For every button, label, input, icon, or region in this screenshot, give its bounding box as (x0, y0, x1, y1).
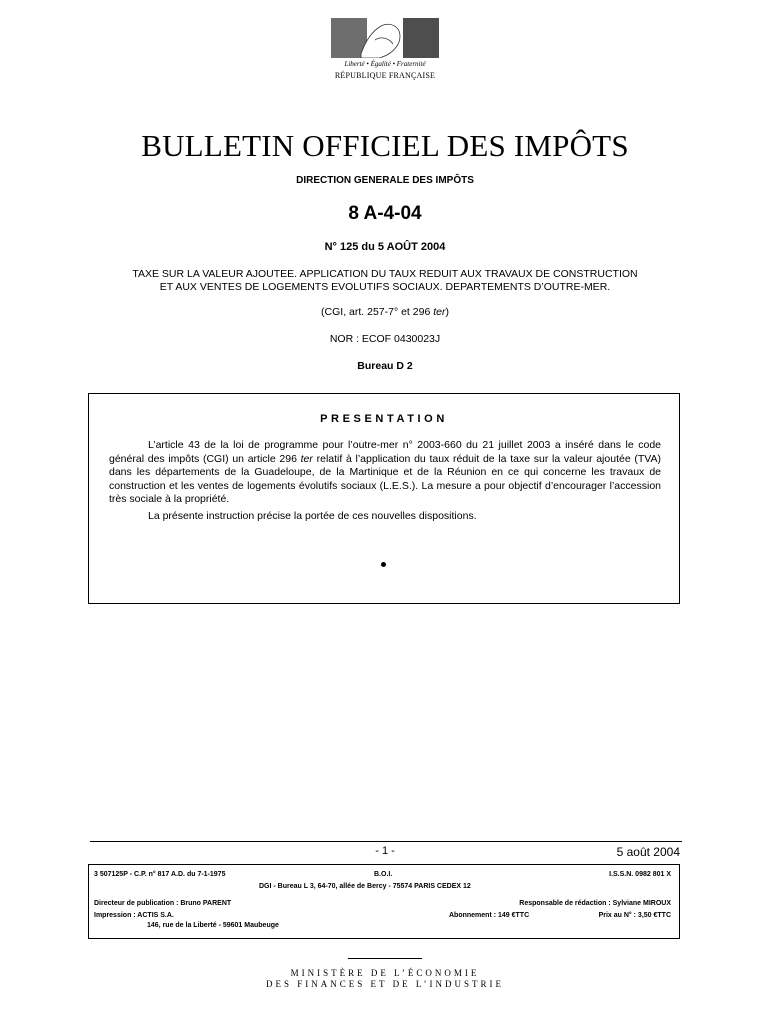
presentation-heading: PRESENTATION (320, 413, 448, 425)
bullet-icon (381, 562, 386, 567)
abonnement-label: Abonnement : 149 €TTC (449, 912, 530, 919)
presentation-body (109, 439, 661, 526)
bulletin-subject (0, 268, 770, 294)
paragraph-1-ter: ter (300, 452, 313, 465)
bulletin-number-date: N° 125 du 5 AOÛT 2004 (324, 241, 446, 253)
cgi-suffix: ) (445, 306, 449, 318)
subject-line-1: TAXE SUR LA VALEUR AJOUTEE. APPLICATION DU TAUX REDUIT AUX TRAVAUX DE CONSTRUCTION (132, 268, 638, 280)
bulletin-reference: 8 A-4-04 (348, 203, 422, 224)
cgi-reference (0, 306, 770, 318)
paragraph-1-part-b: relatif à l’application du taux réduit de la taxe sur la valeur ajoutée (TVA) dans les départements de la Guadeloupe, de la Martinique et de la Réunion en ce qui concerne les travaux de construction et les ventes de logements évolutifs sociaux (L.E.S.). La mesure a pour objectif d’encourager l’accession très sociale à la propriété. (109, 452, 661, 505)
prix-label: Prix au N° : 3,50 €TTC (598, 912, 671, 919)
directeur-publication: Directeur de publication : Bruno PARENT (94, 900, 232, 907)
bureau-label: Bureau D 2 (357, 360, 413, 372)
boi-label: B.O.I. (374, 871, 393, 878)
logo-republique: RÉPUBLIQUE FRANÇAISE (334, 71, 436, 80)
presentation-paragraph-2: La présente instruction précise la portée de ces nouvelles dispositions. (148, 509, 477, 522)
ministere-line-2: DES FINANCES ET DE L’INDUSTRIE (265, 979, 504, 989)
ministere-divider (348, 958, 422, 959)
page-title: BULLETIN OFFICIEL DES IMPÔTS (141, 128, 629, 163)
cp-reference: 3 507125P - C.P. n° 817 A.D. du 7-1-1975 (94, 871, 226, 878)
direction-label: DIRECTION GENERALE DES IMPÔTS (296, 175, 474, 186)
dgi-address: DGI - Bureau L 3, 64-70, allée de Bercy - 75574 PARIS CEDEX 12 (259, 883, 471, 890)
marianne-emblem-icon (331, 18, 439, 58)
responsable-redaction: Responsable de rédaction : Sylviane MIROUX (519, 900, 671, 907)
paragraph-1-part-a: L’article 43 de la loi de programme pour l’outre-mer n° 2003-660 du 21 juillet 2003 a inséré dans le code général des impôts (CGI) un article 296 (109, 439, 661, 465)
impression-address: 146, rue de la Liberté - 59601 Maubeuge (147, 922, 279, 929)
presentation-box (88, 393, 680, 604)
republique-francaise-logo (331, 18, 439, 84)
colophon-box (88, 864, 680, 939)
subject-line-2: ET AUX VENTES DE LOGEMENTS EVOLUTIFS SOCIAUX. DEPARTEMENTS D’OUTRE-MER. (159, 281, 611, 293)
issn-label: I.S.S.N. 0982 801 X (609, 871, 671, 878)
publication-date: 5 août 2004 (616, 845, 680, 859)
nor-reference: NOR : ECOF 0430023J (329, 333, 441, 345)
presentation-paragraph-1 (109, 439, 661, 507)
cgi-prefix: (CGI, art. 257-7° et 296 (321, 306, 434, 318)
logo-motto: Liberté • Égalité • Fraternité (344, 60, 426, 68)
cgi-ter: ter (433, 306, 446, 318)
ministere-logo (0, 968, 770, 990)
page-number: - 1 - (375, 845, 395, 857)
ministere-line-1: MINISTÈRE DE L’ÉCONOMIE (290, 968, 480, 978)
footer-divider (90, 841, 682, 842)
impression-label: Impression : ACTIS S.A. (94, 912, 174, 919)
